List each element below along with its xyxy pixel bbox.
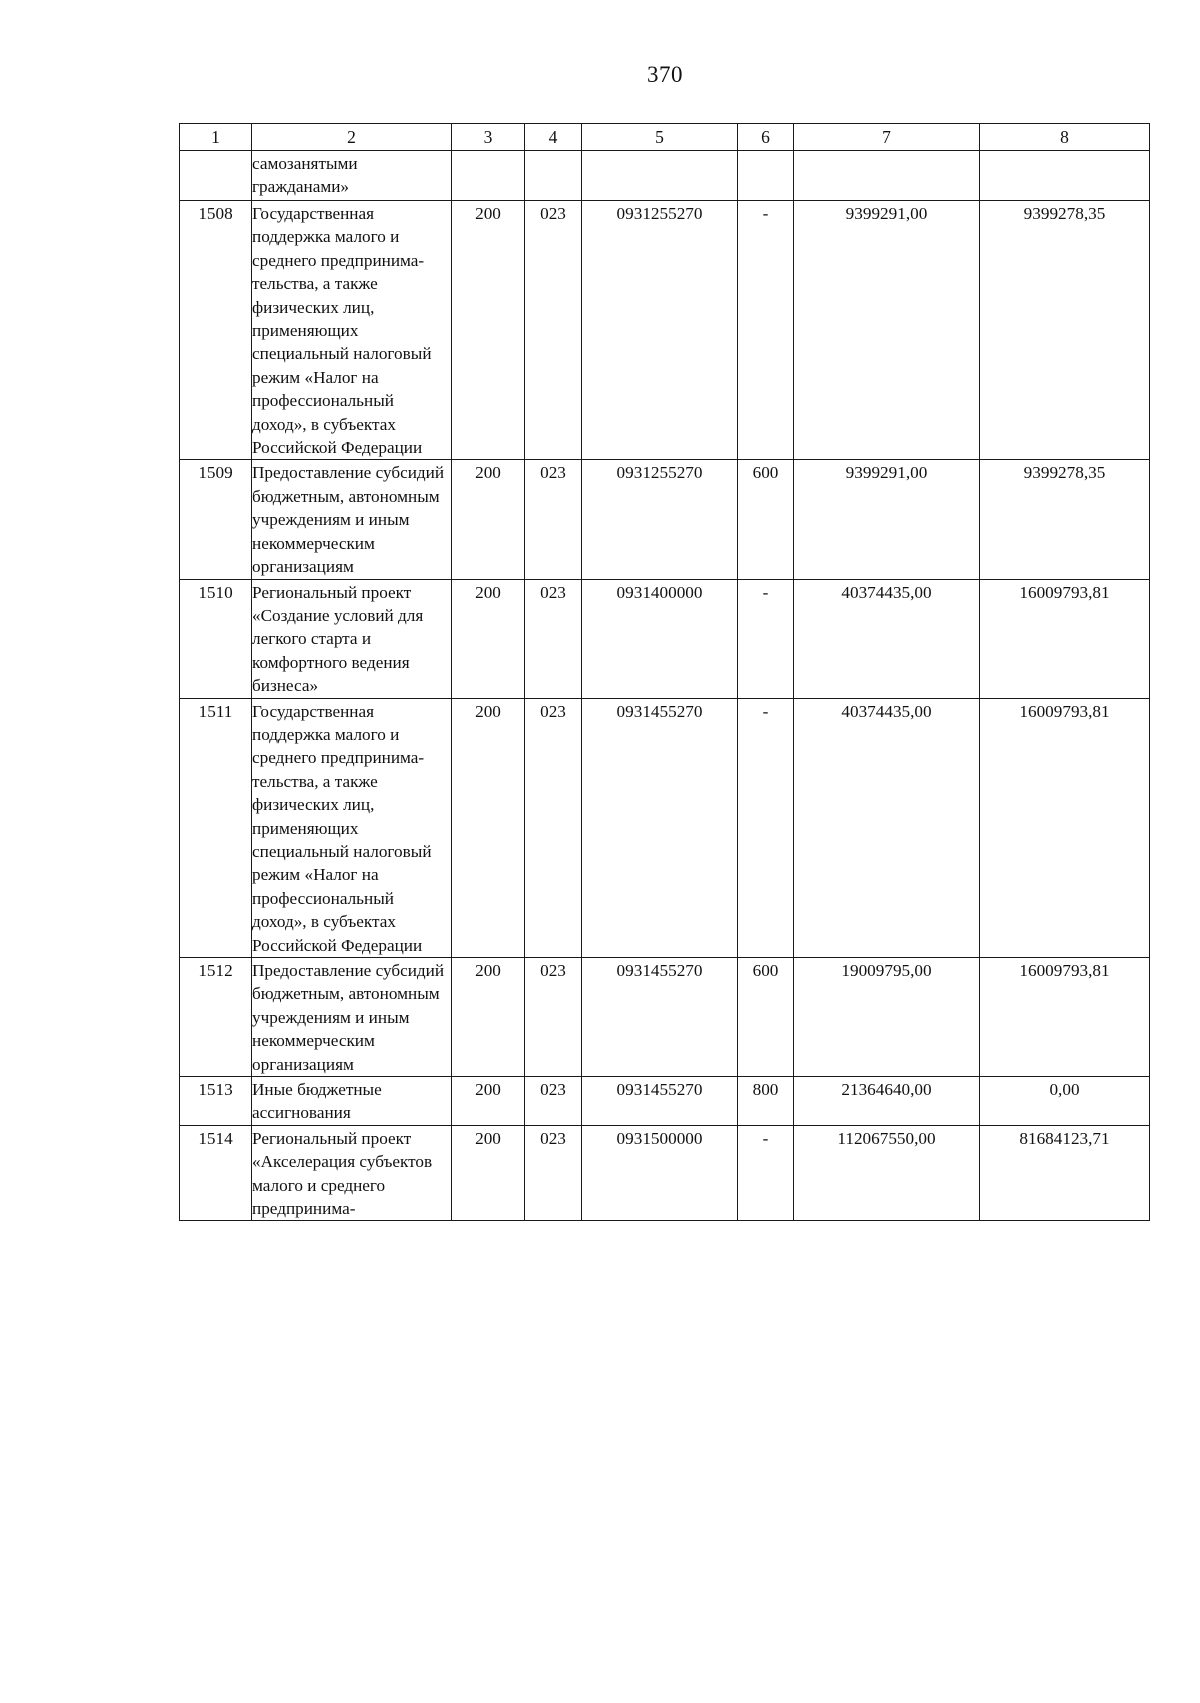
- table-header-row: [180, 124, 1150, 151]
- page-number-text: 370: [647, 62, 683, 87]
- row-name-cell: Региональный проект «Создание условий для легкого старта и комфортного ведения бизнеса»: [252, 579, 452, 698]
- column-header: 8: [980, 124, 1150, 151]
- row-number-cell: 1511: [180, 698, 252, 957]
- row-cell-6: -: [738, 579, 794, 698]
- table-row: [180, 1077, 1150, 1126]
- row-cell-6: 600: [738, 958, 794, 1077]
- row-number-cell: 1513: [180, 1077, 252, 1126]
- row-cell-5: 0931255270: [582, 460, 738, 579]
- column-header: 6: [738, 124, 794, 151]
- row-cell-5: 0931500000: [582, 1125, 738, 1221]
- row-cell-4: 023: [525, 1077, 582, 1126]
- row-cell-8: 16009793,81: [980, 958, 1150, 1077]
- row-name-cell: Предоставление субсидий бюджетным, автономным учреждениям и иным некоммерческим организациям: [252, 460, 452, 579]
- row-cell-7: 9399291,00: [794, 460, 980, 579]
- row-cell-4: 023: [525, 1125, 582, 1221]
- row-cell-5: 0931455270: [582, 698, 738, 957]
- table-row: [180, 151, 1150, 201]
- row-cell-6: -: [738, 201, 794, 460]
- column-header: 3: [452, 124, 525, 151]
- row-cell-6: 600: [738, 460, 794, 579]
- row-cell-8: 81684123,71: [980, 1125, 1150, 1221]
- row-name-cell: Иные бюджетные ассигнования: [252, 1077, 452, 1126]
- row-cell-3: 200: [452, 201, 525, 460]
- table-row: [180, 1125, 1150, 1221]
- row-cell-3: 200: [452, 579, 525, 698]
- column-header: 7: [794, 124, 980, 151]
- row-cell-7: 112067550,00: [794, 1125, 980, 1221]
- row-cell-4: 023: [525, 201, 582, 460]
- row-cell-7: 40374435,00: [794, 698, 980, 957]
- row-cell-4: 023: [525, 460, 582, 579]
- row-cell-8: 0,00: [980, 1077, 1150, 1126]
- row-cell-8: 9399278,35: [980, 201, 1150, 460]
- row-cell-4: [525, 151, 582, 201]
- row-cell-8: 16009793,81: [980, 698, 1150, 957]
- row-cell-3: 200: [452, 698, 525, 957]
- column-header: 4: [525, 124, 582, 151]
- row-cell-5: 0931455270: [582, 958, 738, 1077]
- page-number: [0, 62, 1200, 88]
- row-cell-4: 023: [525, 579, 582, 698]
- row-cell-5: [582, 151, 738, 201]
- row-cell-4: 023: [525, 698, 582, 957]
- row-number-cell: 1514: [180, 1125, 252, 1221]
- row-cell-3: 200: [452, 1077, 525, 1126]
- row-cell-3: 200: [452, 460, 525, 579]
- row-cell-6: -: [738, 698, 794, 957]
- row-cell-3: 200: [452, 958, 525, 1077]
- row-cell-5: 0931400000: [582, 579, 738, 698]
- column-header: 1: [180, 124, 252, 151]
- row-cell-7: 9399291,00: [794, 201, 980, 460]
- row-cell-3: 200: [452, 1125, 525, 1221]
- row-cell-7: 21364640,00: [794, 1077, 980, 1126]
- row-cell-6: -: [738, 1125, 794, 1221]
- column-header: 5: [582, 124, 738, 151]
- row-cell-4: 023: [525, 958, 582, 1077]
- column-header: 2: [252, 124, 452, 151]
- row-cell-6: 800: [738, 1077, 794, 1126]
- row-name-cell: самозанятыми гражданами»: [252, 151, 452, 201]
- row-cell-5: 0931455270: [582, 1077, 738, 1126]
- table-row: [180, 958, 1150, 1077]
- row-cell-8: 16009793,81: [980, 579, 1150, 698]
- row-cell-7: 40374435,00: [794, 579, 980, 698]
- row-name-cell: Государственная поддержка малого и среднего предпринима-тельства, а также физических лиц, применяющих специальный налоговый режим «Налог на профессиональный доход», в субъектах Российской Федерации: [252, 201, 452, 460]
- row-cell-6: [738, 151, 794, 201]
- row-cell-5: 0931255270: [582, 201, 738, 460]
- table-row: [180, 460, 1150, 579]
- row-name-cell: Государственная поддержка малого и среднего предпринима-тельства, а также физических лиц, применяющих специальный налоговый режим «Налог на профессиональный доход», в субъектах Российской Федерации: [252, 698, 452, 957]
- table-row: [180, 698, 1150, 957]
- row-cell-7: 19009795,00: [794, 958, 980, 1077]
- row-cell-8: [980, 151, 1150, 201]
- row-cell-7: [794, 151, 980, 201]
- row-cell-8: 9399278,35: [980, 460, 1150, 579]
- row-number-cell: 1509: [180, 460, 252, 579]
- row-name-cell: Предоставление субсидий бюджетным, автономным учреждениям и иным некоммерческим организациям: [252, 958, 452, 1077]
- table-row: [180, 201, 1150, 460]
- row-number-cell: [180, 151, 252, 201]
- row-cell-3: [452, 151, 525, 201]
- row-number-cell: 1508: [180, 201, 252, 460]
- table-row: [180, 579, 1150, 698]
- budget-table: [179, 123, 1150, 1221]
- row-name-cell: Региональный проект «Акселерация субъектов малого и среднего предпринима-: [252, 1125, 452, 1221]
- row-number-cell: 1510: [180, 579, 252, 698]
- row-number-cell: 1512: [180, 958, 252, 1077]
